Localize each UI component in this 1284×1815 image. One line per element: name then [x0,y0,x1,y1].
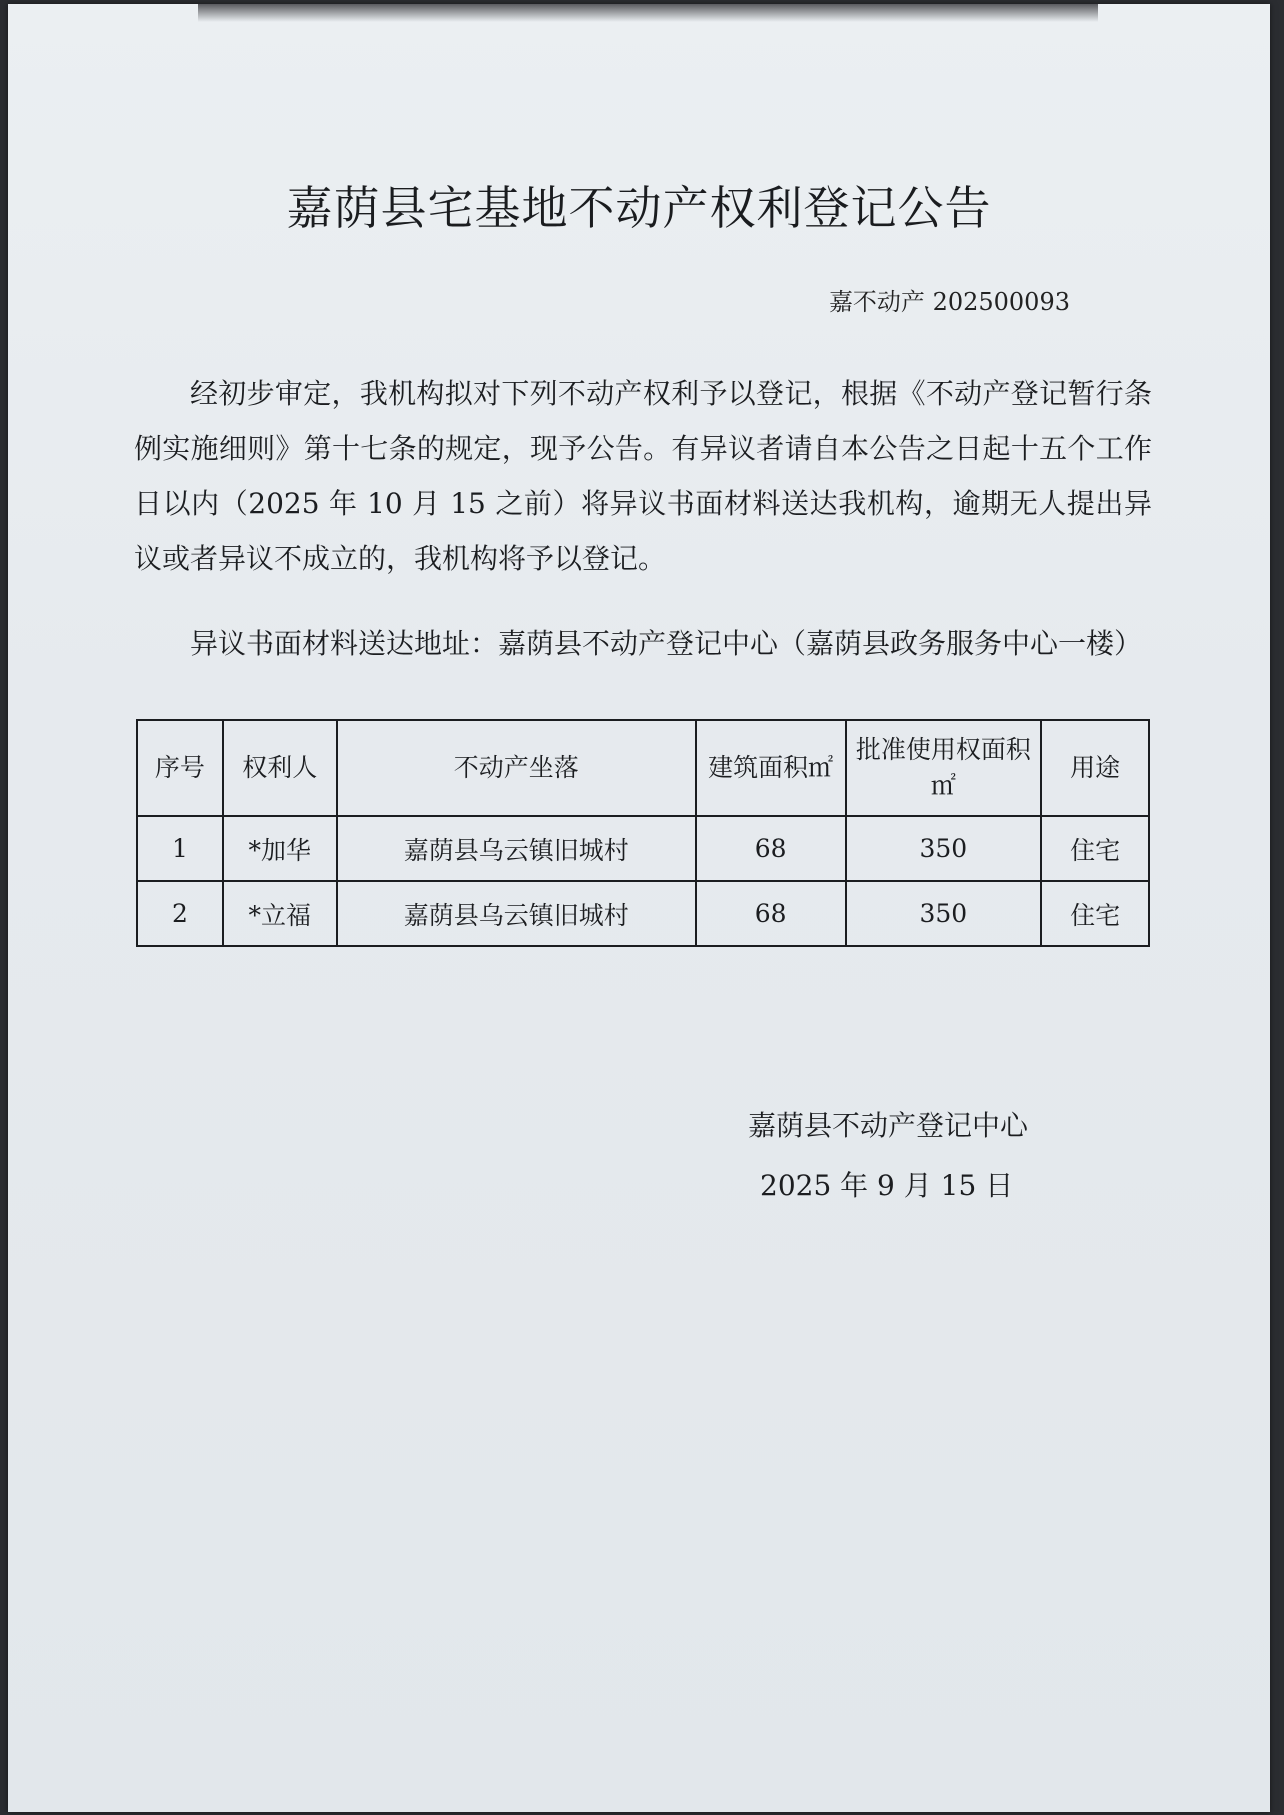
notice-paragraph: 经初步审定，我机构拟对下列不动产权利予以登记，根据《不动产登记暂行条例实施细则》第十七条的规定，现予公告。有异议者请自本公告之日起十五个工作日以内（2025 年 10 月 15 之前）将异议书面材料送达我机构，逾期无人提出异议或者异议不成立的，我机构将予以登记。 [134,377,1152,575]
cell-usage: 住宅 [1041,881,1149,946]
header-usage: 用途 [1041,720,1149,816]
header-building-area: 建筑面积㎡ [696,720,846,816]
table-header-row [137,720,1149,816]
cell-approved-area: 350 [846,881,1042,946]
cell-holder: *立福 [223,881,337,946]
signature-block [748,1096,1028,1216]
cell-index: 1 [137,816,223,881]
table-row [137,816,1149,881]
header-holder: 权利人 [223,720,337,816]
registration-table [136,719,1150,947]
table-row [137,881,1149,946]
cell-location: 嘉荫县乌云镇旧城村 [337,816,696,881]
top-shadow [198,4,1098,22]
cell-building-area: 68 [696,816,846,881]
header-index: 序号 [137,720,223,816]
header-approved-area: 批准使用权面积㎡ [846,720,1042,816]
signature-organization: 嘉荫县不动产登记中心 [748,1109,1029,1142]
document-number: 嘉不动产 202500093 [828,288,1070,316]
page-title: 嘉荫县宅基地不动产权利登记公告 [286,181,992,235]
address-paragraph: 异议书面材料送达地址：嘉荫县不动产登记中心（嘉荫县政务服务中心一楼） [190,627,1143,660]
cell-location: 嘉荫县乌云镇旧城村 [337,881,696,946]
signature-date: 2025 年 9 月 15 日 [760,1169,1014,1202]
header-location: 不动产坐落 [337,720,696,816]
document-sheet [8,4,1270,1812]
cell-building-area: 68 [696,881,846,946]
cell-approved-area: 350 [846,816,1042,881]
cell-index: 2 [137,881,223,946]
cell-usage: 住宅 [1041,816,1149,881]
cell-holder: *加华 [223,816,337,881]
